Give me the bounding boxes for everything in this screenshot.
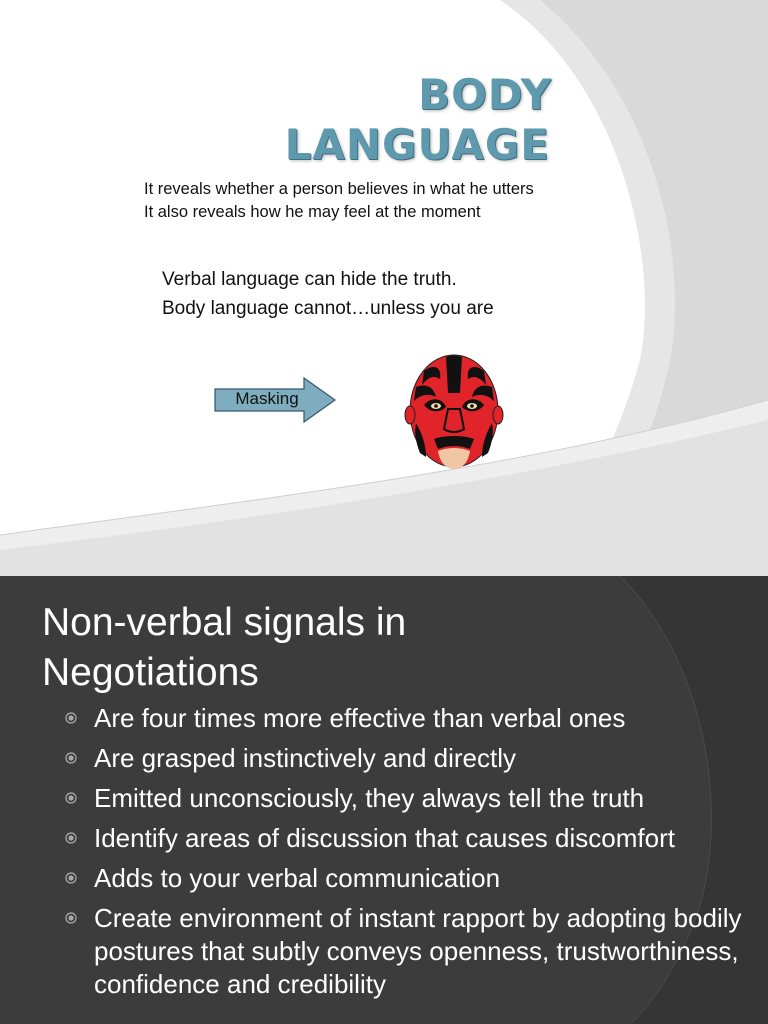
bullet-text: Emitted unconsciously, they always tell the truth xyxy=(94,783,645,813)
title-line-body: BODY xyxy=(418,70,552,119)
list-item xyxy=(62,902,742,1001)
bullet-text: Identify areas of discussion that causes discomfort xyxy=(94,823,675,853)
circle-dot-icon xyxy=(65,752,77,764)
bullet-text: Are grasped instinctively and directly xyxy=(94,743,516,773)
bullet-text: Adds to your verbal communication xyxy=(94,863,501,893)
list-item xyxy=(62,862,742,895)
circle-dot-icon xyxy=(65,792,77,804)
circle-dot-icon xyxy=(65,712,77,724)
slide-title xyxy=(42,598,742,698)
verbal-line-2: Body language cannot…unless you are xyxy=(162,298,494,319)
circle-dot-icon xyxy=(65,832,77,844)
reveals-text xyxy=(144,178,534,224)
list-item xyxy=(62,782,742,815)
reveals-line-1: It reveals whether a person believes in what he utters xyxy=(144,180,534,198)
masking-arrow xyxy=(214,377,338,423)
bullet-text: Create environment of instant rapport by adopting bodily postures that subtly conveys openness, trustworthiness, confidence and credibility xyxy=(94,903,742,999)
title-line-language: LANGUAGE xyxy=(284,120,550,169)
list-item xyxy=(62,742,742,775)
bullet-text: Are four times more effective than verbal ones xyxy=(94,703,626,733)
list-item xyxy=(62,702,742,735)
reveals-line-2: It also reveals how he may feel at the moment xyxy=(144,203,481,221)
verbal-text xyxy=(162,265,494,323)
verbal-line-1: Verbal language can hide the truth. xyxy=(162,269,457,290)
title-line-2: Negotiations xyxy=(42,651,259,694)
circle-dot-icon xyxy=(65,912,77,924)
circle-dot-icon xyxy=(65,872,77,884)
opera-mask-icon xyxy=(404,353,504,475)
bullet-list xyxy=(62,702,742,1008)
title-line-1: Non-verbal signals in xyxy=(42,601,407,644)
slide-title xyxy=(262,70,562,170)
slide-non-verbal-signals xyxy=(0,576,768,1024)
list-item xyxy=(62,822,742,855)
masking-label: Masking xyxy=(235,389,299,408)
